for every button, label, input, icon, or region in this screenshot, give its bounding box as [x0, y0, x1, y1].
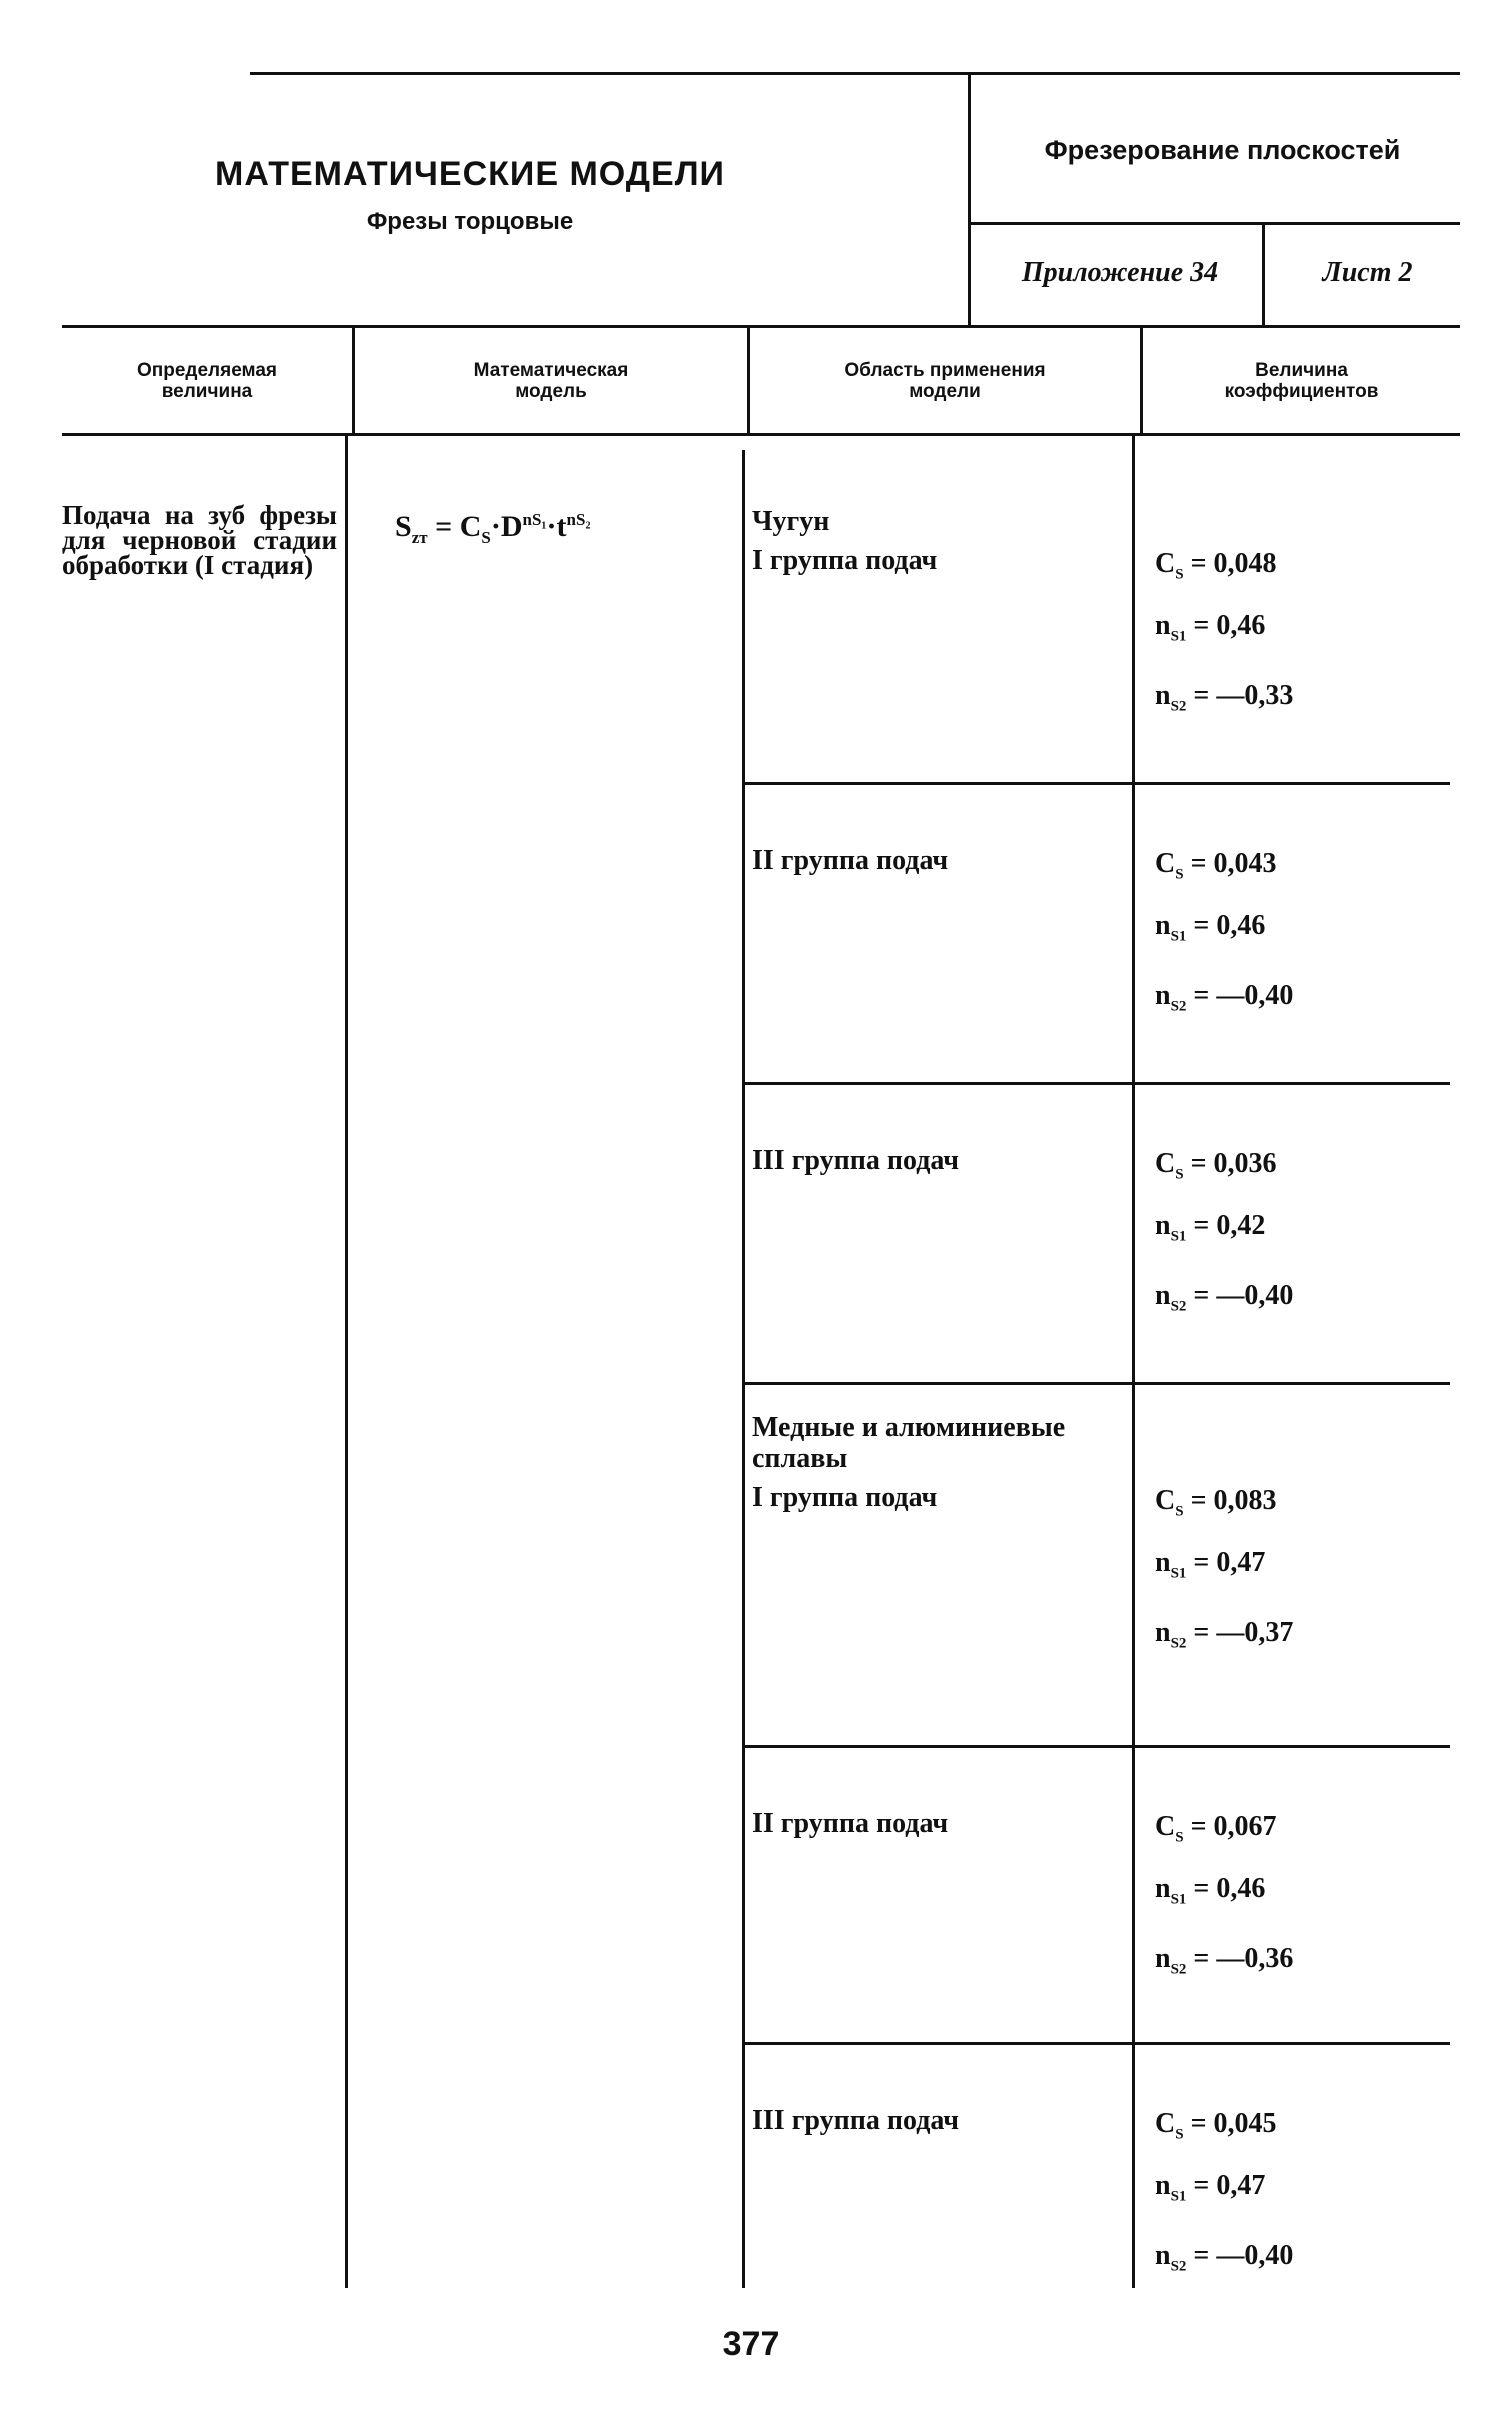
coefficient-n1 [1155, 1212, 1265, 1251]
col-divider-1 [345, 433, 348, 2288]
feed-group-label: III группа подач [752, 1145, 960, 1176]
n1-sub: S [1170, 928, 1179, 945]
coef-equals: = [1190, 1811, 1207, 1842]
column-header-rule [62, 433, 1460, 436]
cs-sub: S [1175, 866, 1184, 883]
n2-idx: 2 [1178, 2258, 1187, 2275]
coefficient-cs [1155, 1813, 1277, 1852]
n2-sub: S [1170, 998, 1179, 1015]
coef-value: 0,067 [1213, 1811, 1277, 1842]
feed-group-label: II группа подач [752, 845, 949, 876]
cs-sub: S [1175, 566, 1184, 583]
group-separator-5 [745, 2042, 1450, 2045]
n1-idx: 1 [1178, 628, 1187, 645]
cs-symbol: C [1155, 548, 1176, 579]
coefficient-n2 [1155, 682, 1293, 721]
coefficient-n1 [1155, 612, 1265, 651]
cs-sub: S [1175, 1829, 1184, 1846]
cs-sub: S [1175, 1166, 1184, 1183]
coef-equals: = [1190, 1485, 1207, 1516]
n1-sub: S [1170, 628, 1179, 645]
document-subtitle: Фрезы торцовые [366, 208, 574, 235]
coef-equals: = [1193, 1943, 1210, 1974]
n1-symbol: n [1155, 2170, 1171, 2201]
coefficient-n2 [1155, 1282, 1293, 1321]
coef-value: —0,40 [1216, 1280, 1294, 1311]
coef-value: —0,36 [1216, 1943, 1294, 1974]
operation-name: Фрезерование плоскостей [1044, 135, 1401, 165]
cs-sub: S [1175, 1503, 1184, 1520]
n2-idx: 2 [1178, 698, 1187, 715]
coef-equals: = [1190, 848, 1207, 879]
n2-sub: S [1170, 2258, 1179, 2275]
top-rule [250, 72, 1460, 75]
coefficient-n1 [1155, 2172, 1265, 2211]
n2-symbol: n [1155, 1617, 1171, 1648]
column-header-area: Область применения модели [844, 360, 1046, 402]
n1-idx: 1 [1178, 1891, 1187, 1908]
header-divider [968, 72, 971, 325]
coef-value: —0,40 [1216, 980, 1294, 1011]
formula-mid: ·t [546, 510, 567, 543]
feed-group-label: I группа подач [752, 545, 938, 576]
coef-value: 0,46 [1216, 610, 1266, 641]
n2-symbol: n [1155, 1943, 1171, 1974]
cs-symbol: C [1155, 848, 1176, 879]
sheet-number: Лист 2 [1322, 257, 1413, 288]
coefficient-cs [1155, 550, 1277, 589]
col-divider-3-head [1140, 325, 1143, 433]
cs-symbol: C [1155, 1485, 1176, 1516]
column-header-model: Математическая модель [473, 360, 629, 402]
cs-symbol: C [1155, 2108, 1176, 2139]
col-divider-2-head [747, 325, 750, 433]
formula-lhs-sub2: т [419, 528, 428, 547]
coefficient-cs [1155, 2110, 1277, 2149]
coef-value: 0,42 [1216, 1210, 1266, 1241]
n1-symbol: n [1155, 1210, 1171, 1241]
coef-value: 0,036 [1213, 1148, 1277, 1179]
coefficient-cs [1155, 1150, 1277, 1189]
coef-value: 0,46 [1216, 1873, 1266, 1904]
coef-equals: = [1190, 2108, 1207, 2139]
document-title: МАТЕМАТИЧЕСКИЕ МОДЕЛИ [215, 155, 725, 193]
coef-equals: = [1193, 2170, 1210, 2201]
coef-equals: = [1190, 548, 1207, 579]
n1-symbol: n [1155, 910, 1171, 941]
n1-idx: 1 [1178, 1228, 1187, 1245]
feed-group-label: I группа подач [752, 1482, 938, 1513]
cs-sub: S [1175, 2126, 1184, 2143]
coef-equals: = [1193, 680, 1210, 711]
coefficient-n2 [1155, 2242, 1293, 2281]
coefficient-cs [1155, 1487, 1277, 1526]
coefficient-n1 [1155, 1875, 1265, 1914]
coef-value: 0,47 [1216, 1547, 1266, 1578]
n1-idx: 1 [1178, 1565, 1187, 1582]
cs-symbol: C [1155, 1148, 1176, 1179]
coef-equals: = [1193, 1547, 1210, 1578]
feed-group-label: III группа подач [752, 2105, 960, 2136]
group-separator-1 [745, 782, 1450, 785]
coef-value: 0,048 [1213, 548, 1277, 579]
coef-equals: = [1193, 910, 1210, 941]
coefficient-n2 [1155, 1619, 1293, 1658]
n1-sub: S [1170, 2188, 1179, 2205]
coef-equals: = [1193, 610, 1210, 641]
coefficient-n2 [1155, 1945, 1293, 1984]
material-name: Чугун [752, 506, 830, 537]
col-divider-1-head [352, 325, 355, 433]
coefficient-n1 [1155, 1549, 1265, 1588]
formula-dot-d: ·D [490, 510, 523, 543]
n2-sub: S [1170, 1961, 1179, 1978]
n2-symbol: n [1155, 2240, 1171, 2271]
group-separator-3 [745, 1382, 1450, 1385]
coef-value: —0,37 [1216, 1617, 1294, 1648]
coefficient-n2 [1155, 982, 1293, 1021]
n1-sub: S [1170, 1228, 1179, 1245]
n1-idx: 1 [1178, 928, 1187, 945]
n2-symbol: n [1155, 1280, 1171, 1311]
col-divider-3 [1132, 433, 1135, 2288]
coef-equals: = [1193, 2240, 1210, 2271]
feed-group-label: II группа подач [752, 1808, 949, 1839]
coef-value: 0,083 [1213, 1485, 1277, 1516]
n2-symbol: n [1155, 980, 1171, 1011]
formula-lhs: S [395, 510, 412, 543]
coef-equals: = [1190, 1148, 1207, 1179]
formula-exp1: nS₁ [522, 510, 547, 529]
coef-value: —0,40 [1216, 2240, 1294, 2271]
coef-value: 0,46 [1216, 910, 1266, 941]
coefficient-cs [1155, 850, 1277, 889]
column-header-quantity: Определяемая величина [137, 360, 277, 402]
column-header-coefficients: Величина коэффициентов [1224, 360, 1379, 402]
appendix-number: Приложение 34 [1021, 257, 1219, 288]
n1-sub: S [1170, 1565, 1179, 1582]
n1-symbol: n [1155, 1873, 1171, 1904]
coef-value: 0,47 [1216, 2170, 1266, 2201]
feed-formula [395, 510, 715, 548]
coef-equals: = [1193, 1280, 1210, 1311]
n1-symbol: n [1155, 1547, 1171, 1578]
n2-sub: S [1170, 1635, 1179, 1652]
page-number: 377 [722, 2325, 780, 2363]
formula-lhs-sub: z [411, 528, 420, 547]
header-inner-rule [968, 222, 1460, 225]
col-divider-2 [742, 450, 745, 2288]
coef-equals: = [1193, 1617, 1210, 1648]
header-bottom-rule [62, 325, 1460, 328]
group-separator-2 [745, 1082, 1450, 1085]
coef-value: —0,33 [1216, 680, 1294, 711]
n2-symbol: n [1155, 680, 1171, 711]
n2-idx: 2 [1178, 1961, 1187, 1978]
n2-sub: S [1170, 698, 1179, 715]
cs-symbol: C [1155, 1811, 1176, 1842]
n1-idx: 1 [1178, 2188, 1187, 2205]
n2-idx: 2 [1178, 998, 1187, 1015]
n1-sub: S [1170, 1891, 1179, 1908]
coef-equals: = [1193, 1873, 1210, 1904]
material-name: Медные и алюминиевые сплавы [752, 1412, 1066, 1474]
n2-idx: 2 [1178, 1635, 1187, 1652]
formula-c-sub: S [481, 528, 491, 547]
formula-equals: = [435, 510, 453, 543]
n2-idx: 2 [1178, 1298, 1187, 1315]
formula-c: C [459, 510, 482, 543]
coef-value: 0,045 [1213, 2108, 1277, 2139]
coef-equals: = [1193, 1210, 1210, 1241]
formula-exp2: nS₂ [566, 510, 591, 529]
coef-value: 0,043 [1213, 848, 1277, 879]
n2-sub: S [1170, 1298, 1179, 1315]
coefficient-n1 [1155, 912, 1265, 951]
quantity-description: Подача на зуб фрезы для черновой стадии обработки (I стадия) [62, 500, 337, 580]
group-separator-4 [745, 1745, 1450, 1748]
n1-symbol: n [1155, 610, 1171, 641]
coef-equals: = [1193, 980, 1210, 1011]
